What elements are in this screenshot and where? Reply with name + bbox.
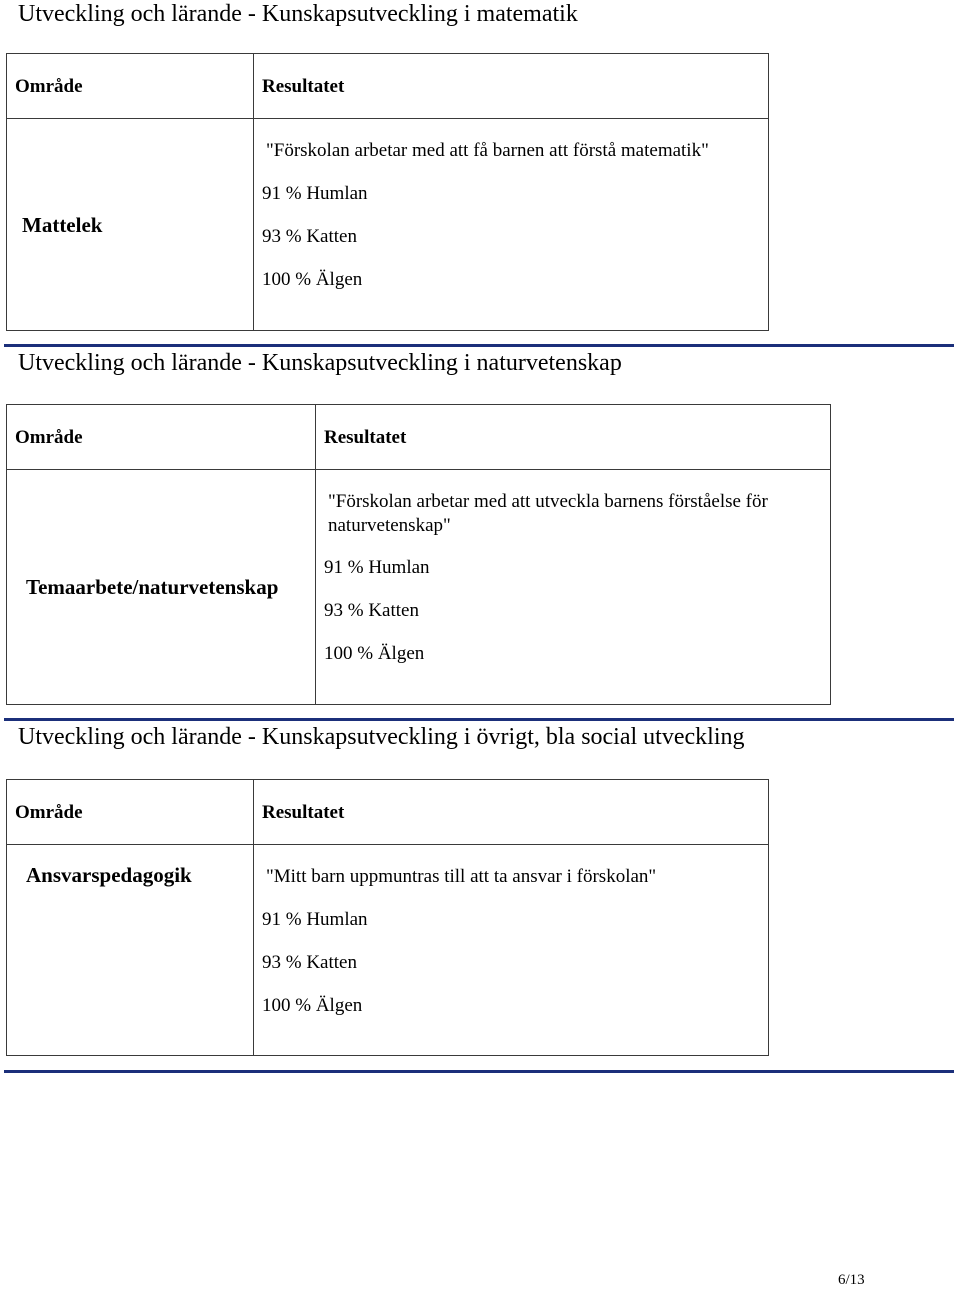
column-header-result: Resultatet [262, 76, 345, 97]
header-cell-area [7, 405, 316, 470]
header-cell-result [254, 780, 769, 845]
results-table-ovrigt [6, 779, 769, 1056]
result-cell [254, 845, 769, 1056]
result-line: 91 % Humlan [262, 183, 368, 204]
result-line: 93 % Katten [262, 226, 357, 247]
result-line: 93 % Katten [262, 952, 357, 973]
result-quote: "Förskolan arbetar med att få barnen att förstå matematik" [266, 140, 709, 161]
header-cell-result [316, 405, 831, 470]
column-header-area: Område [15, 802, 83, 823]
result-cell [254, 119, 769, 331]
header-cell-area [7, 780, 254, 845]
results-table-matematik [6, 53, 769, 331]
page-number: 6/13 [838, 1272, 865, 1288]
header-cell-area [7, 54, 254, 119]
column-header-area: Område [15, 427, 83, 448]
result-line: 93 % Katten [324, 600, 419, 621]
area-cell [7, 845, 254, 1056]
result-cell [316, 470, 831, 705]
result-line: 100 % Älgen [262, 269, 363, 290]
results-table-naturvetenskap [6, 404, 831, 705]
area-cell [7, 470, 316, 705]
column-header-result: Resultatet [262, 802, 345, 823]
result-line: 91 % Humlan [262, 909, 368, 930]
result-line: 100 % Älgen [262, 995, 363, 1016]
section-divider [4, 344, 954, 347]
result-quote: "Förskolan arbetar med att utveckla barnens förståelse för naturvetenskap" [328, 491, 768, 536]
section-divider [4, 718, 954, 721]
section-heading-matematik: Utveckling och lärande - Kunskapsutveckling i matematik [18, 1, 578, 27]
result-line: 100 % Älgen [324, 643, 425, 664]
section-heading-naturvetenskap: Utveckling och lärande - Kunskapsutveckling i naturvetenskap [18, 350, 622, 376]
result-line: 91 % Humlan [324, 557, 430, 578]
area-cell [7, 119, 254, 331]
header-cell-result [254, 54, 769, 119]
column-header-area: Område [15, 76, 83, 97]
section-divider [4, 1070, 954, 1073]
section-heading-ovrigt: Utveckling och lärande - Kunskapsutveckling i övrigt, bla social utveckling [18, 724, 745, 750]
area-name: Ansvarspedagogik [26, 863, 192, 887]
area-name: Mattelek [22, 212, 103, 237]
area-name: Temaarbete/naturvetenskap [26, 575, 279, 599]
result-quote: "Mitt barn uppmuntras till att ta ansvar i förskolan" [266, 866, 657, 887]
column-header-result: Resultatet [324, 427, 407, 448]
